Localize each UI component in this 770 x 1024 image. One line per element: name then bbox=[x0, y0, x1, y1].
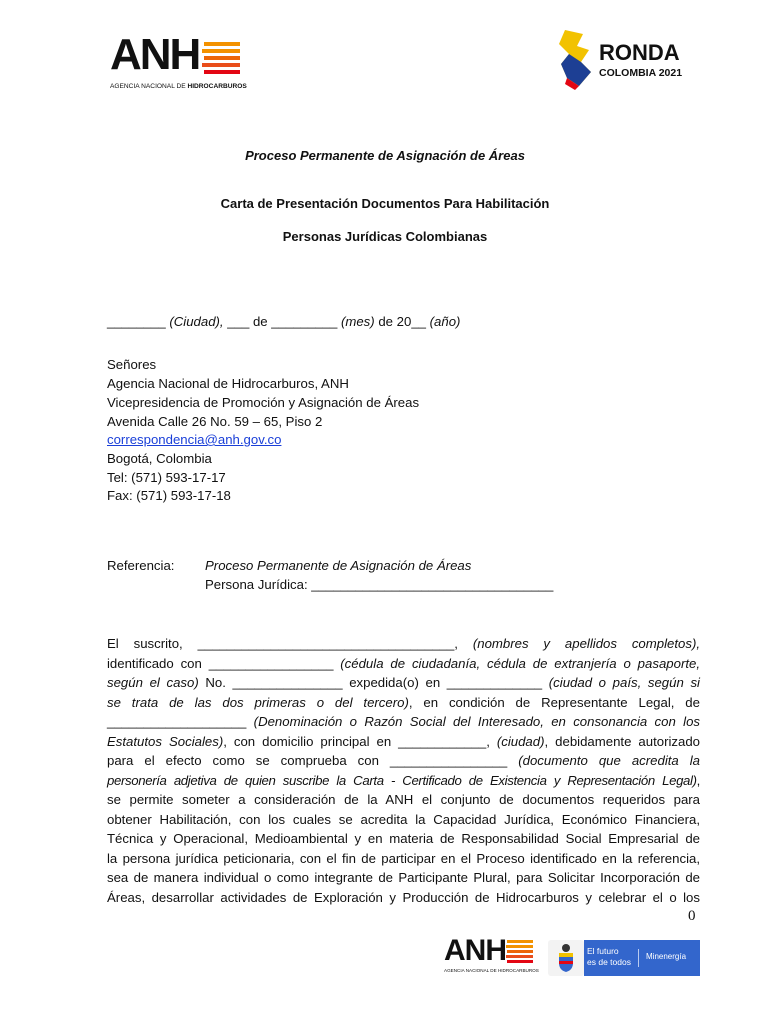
date-line: ________ (Ciudad), ___ de _________ (mes) de 20__ (año) bbox=[107, 314, 461, 329]
recipient-city: Bogotá, Colombia bbox=[107, 451, 212, 466]
body-line-5: ___________________ (Denominación o Razón Social del Interesado, en consonancia con los bbox=[107, 714, 700, 729]
body-line-2: identificado con _________________ (cédula de ciudadanía, cédula de extranjería o pasaporte, bbox=[107, 656, 700, 671]
body-line-10: obtener Habilitación, con los cuales se acredita la Capacidad Jurídica, Económico Financiera, bbox=[107, 812, 700, 827]
ronda-colombia-logo bbox=[555, 28, 705, 90]
shield-icon bbox=[548, 940, 584, 976]
footer-anh-logo bbox=[444, 934, 544, 978]
footer-anh-flame-icon bbox=[506, 940, 534, 964]
anh-logo bbox=[110, 30, 247, 94]
gov-banner bbox=[584, 940, 700, 976]
ronda-subtitle: COLOMBIA 2021 bbox=[599, 67, 683, 79]
body-line-13: sea de manera individual o como integrante de Participante Plural, para Solicitar Incorporación de bbox=[107, 870, 700, 885]
anh-logo-wordmark: ANH bbox=[110, 30, 200, 79]
body-line-6: Estatutos Sociales), con domicilio principal en ____________, (ciudad), debidamente autorizado bbox=[107, 734, 700, 749]
body-line-12: la persona jurídica peticionaria, con el fin de participar en el Proceso identificado en la referencia, bbox=[107, 851, 700, 866]
body-line-4: se trata de las dos primeras o del tercero), en condición de Representante Legal, de bbox=[107, 695, 700, 710]
recipient-tel: Tel: (571) 593-17-17 bbox=[107, 470, 226, 485]
recipient-fax: Fax: (571) 593-17-18 bbox=[107, 488, 231, 503]
footer-anh-subtitle: AGENCIA NACIONAL DE HIDROCARBUROS bbox=[444, 968, 539, 973]
reference-label: Referencia: bbox=[107, 558, 175, 573]
body-line-3: según el caso) No. _______________ expedida(o) en _____________ (ciudad o país, según si bbox=[107, 675, 700, 690]
reference-line-2: Persona Jurídica: _________________________________ bbox=[205, 577, 554, 592]
footer-anh-wordmark: ANH bbox=[444, 934, 506, 967]
document-title: Proceso Permanente de Asignación de Áreas bbox=[245, 148, 525, 163]
document-subtitle-2: Personas Jurídicas Colombianas bbox=[282, 229, 488, 244]
reference-line-1: Proceso Permanente de Asignación de Áreas bbox=[205, 558, 472, 573]
futuro-line-2: es de todos bbox=[587, 957, 631, 967]
recipient-email-link[interactable]: correspondencia@anh.gov.co bbox=[107, 432, 282, 447]
recipient-dept: Vicepresidencia de Promoción y Asignación de Áreas bbox=[107, 395, 420, 410]
body-line-11: Técnica y Operacional, Medioambiental y en materia de Responsabilidad Social Empresarial de bbox=[107, 831, 700, 846]
banner-divider bbox=[638, 949, 639, 967]
ronda-title: RONDA bbox=[599, 40, 680, 65]
recipient-org: Agencia Nacional de Hidrocarburos, ANH bbox=[107, 376, 349, 391]
colombia-coat-of-arms-icon bbox=[548, 940, 584, 976]
minenergia-label: Minenergía bbox=[646, 952, 687, 961]
document-subtitle: Carta de Presentación Documentos Para Habilitación bbox=[220, 196, 550, 211]
recipient-address: Avenida Calle 26 No. 59 – 65, Piso 2 bbox=[107, 414, 323, 429]
body-line-8: personería adjetiva de quien suscribe la Carta - Certificado de Existencia y Representación Legal), bbox=[107, 773, 700, 788]
page-number: 0 bbox=[688, 908, 696, 924]
anh-logo-subtitle: AGENCIA NACIONAL DE HIDROCARBUROS bbox=[110, 83, 247, 90]
body-line-9: se permite someter a consideración de la ANH el conjunto de documentos requeridos para bbox=[107, 792, 700, 807]
body-line-7: para el efecto como se comprueba con ________________ (documento que acredita la bbox=[107, 753, 700, 768]
anh-flame-stripes-icon bbox=[202, 42, 242, 76]
futuro-line-1: El futuro bbox=[587, 946, 619, 956]
body-line-14: Áreas, desarrollar actividades de Exploración y Producción de Hidrocarburos y celebrar el o los bbox=[107, 890, 700, 905]
body-line-1: El suscrito, ___________________________________, (nombres y apellidos completos), bbox=[107, 636, 700, 651]
recipient-greeting: Señores bbox=[107, 357, 157, 372]
colombia-map-icon bbox=[555, 28, 599, 90]
